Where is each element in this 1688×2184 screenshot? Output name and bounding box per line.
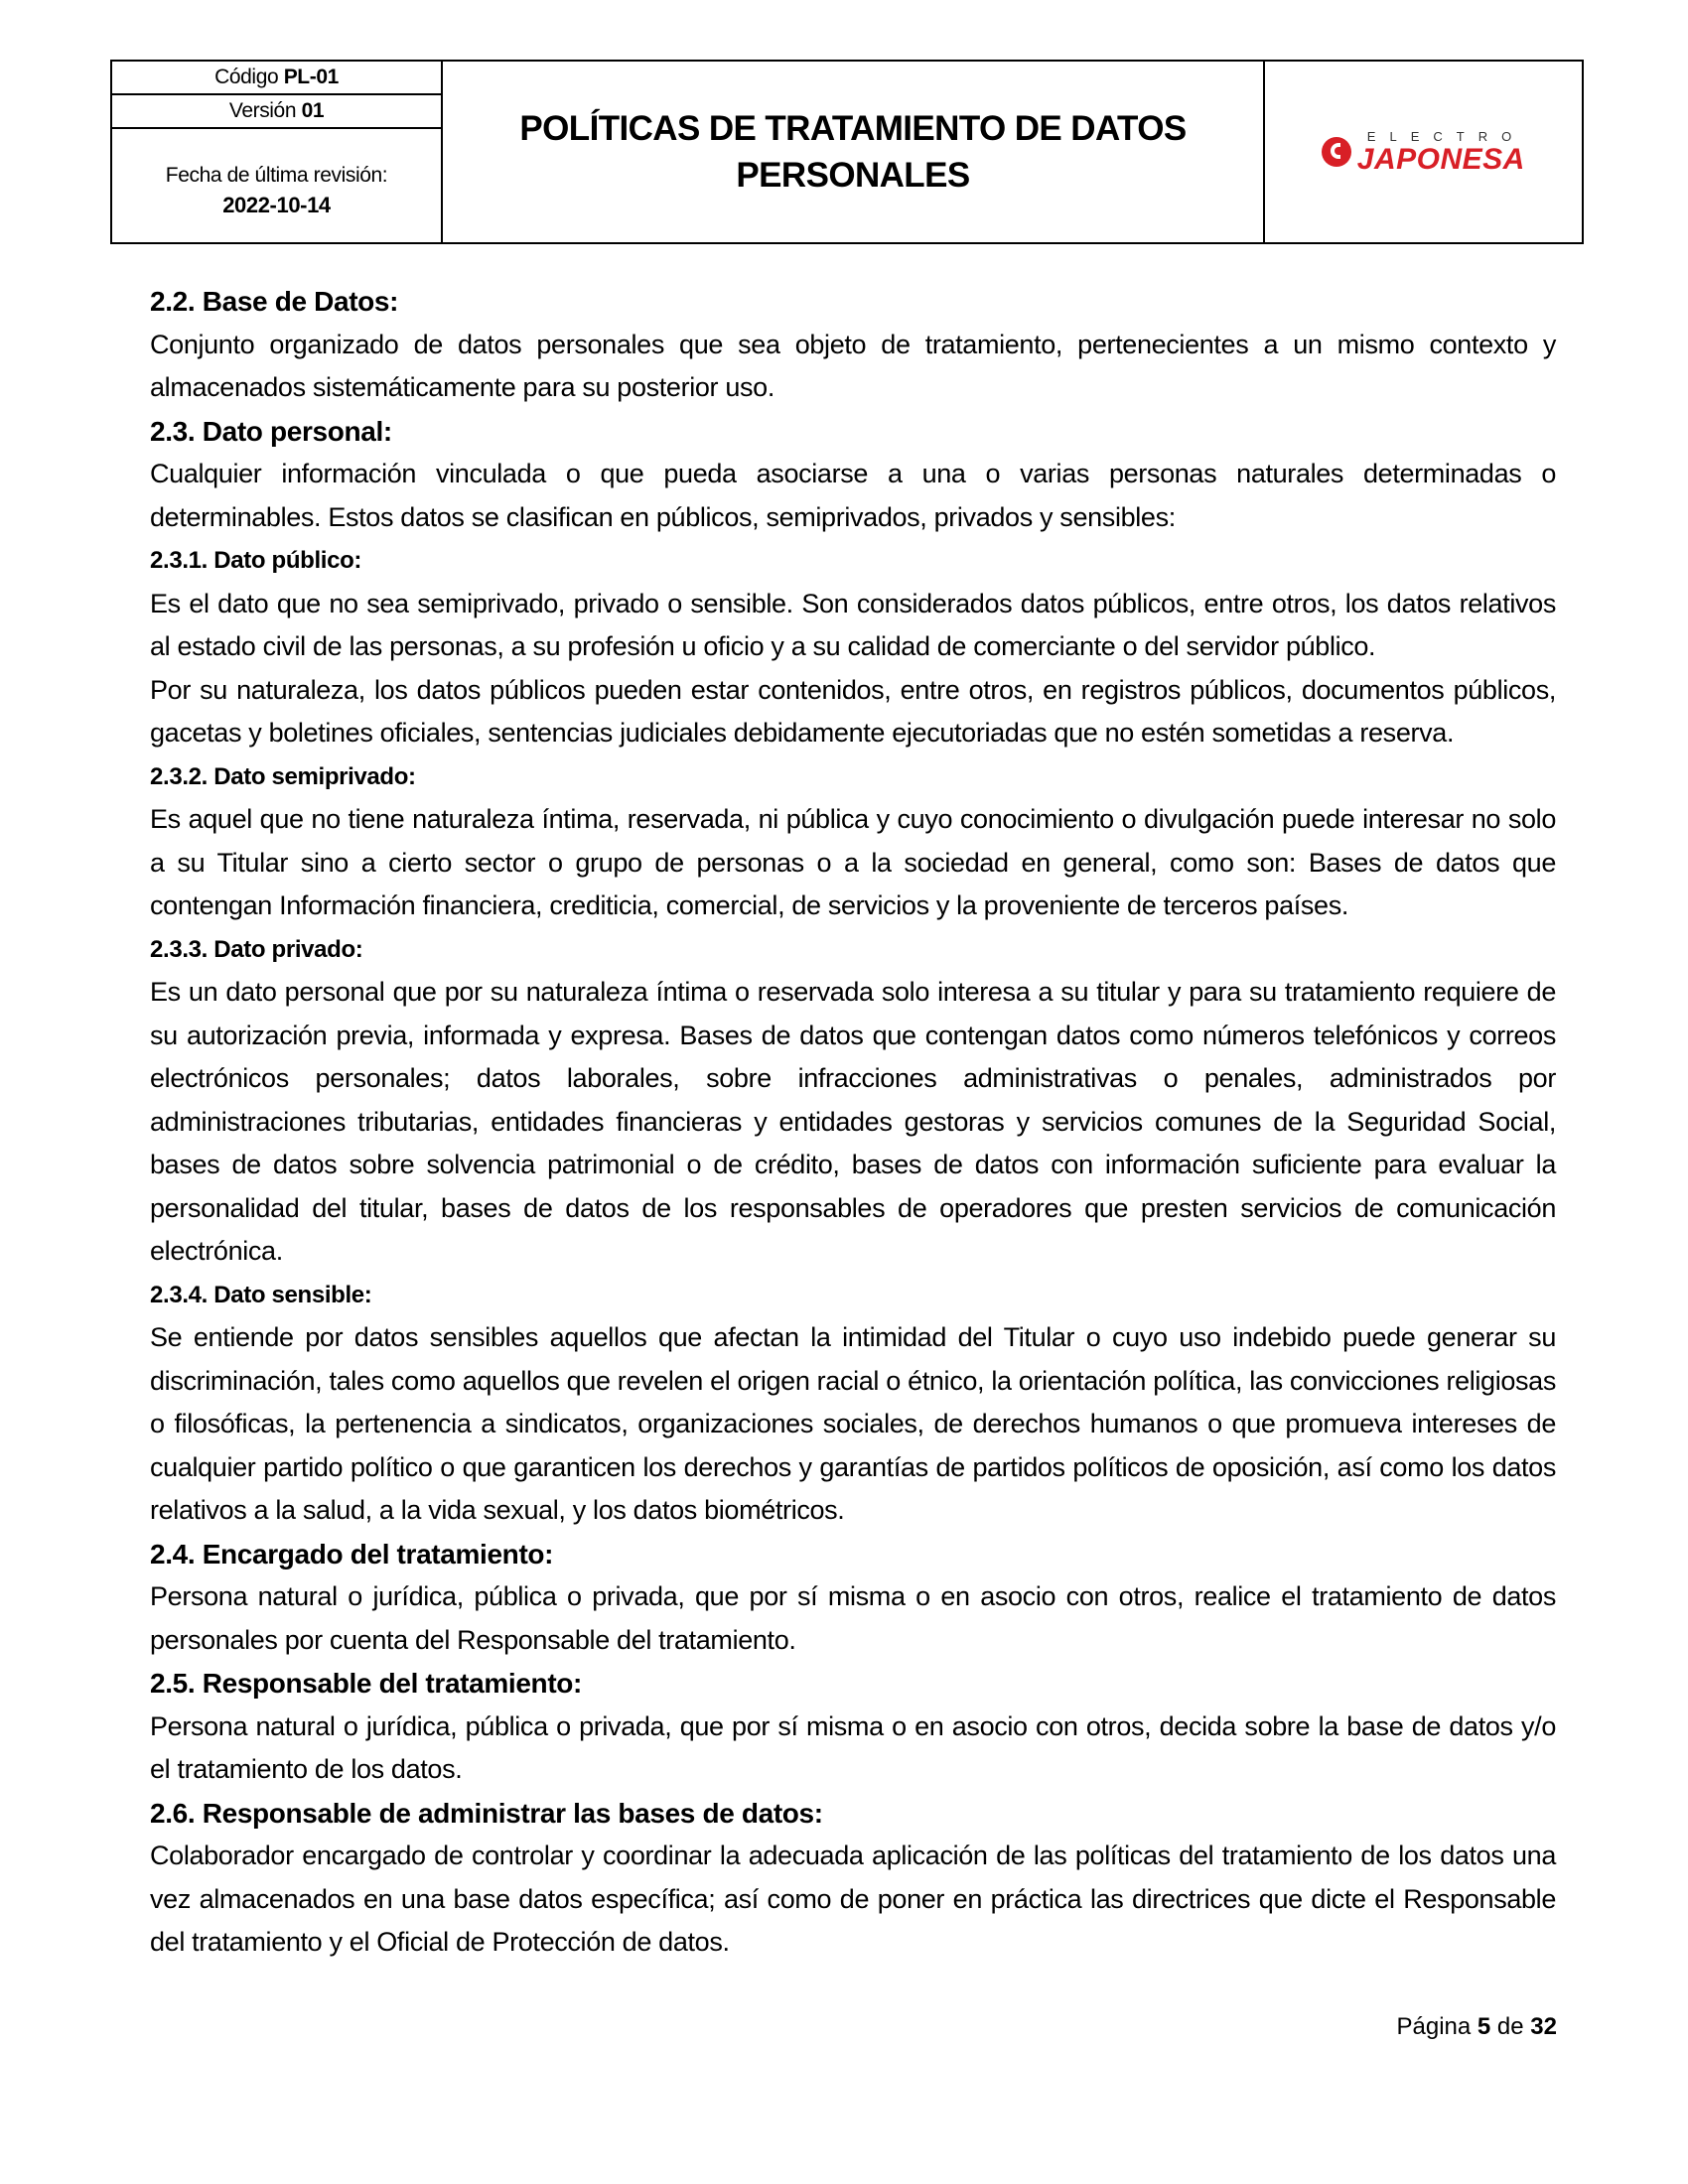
revision-date [112,129,441,242]
section-paragraph: Persona natural o jurídica, pública o privada, que por sí misma o en asocio con otros, decida sobre la base de datos y/o el tratamiento de los datos. [150,1710,1556,1784]
section-heading: 2.4. Encargado del tratamiento: [150,1538,554,1570]
section-heading: 2.6. Responsable de administrar las bases de datos: [150,1797,823,1829]
section-paragraph: Colaborador encargado de controlar y coordinar la adecuada aplicación de las políticas del tratamiento de los datos una vez almacenados en una base datos específica; así como de poner en práctica las directrices que dicte el Responsable del tratamiento y el Oficial de Protección de datos. [150,1841,1556,1957]
section-paragraph: Es el dato que no sea semiprivado, privado o sensible. Son considerados datos públicos, entre otros, los datos relativos al estado civil de las personas, a su profesión u oficio y a su calidad de comerciante o del servidor público. [150,588,1556,661]
version-row [112,95,441,129]
document-header [110,60,1584,244]
of-label: de [1490,2013,1531,2040]
company-logo [1322,130,1525,175]
section-paragraph: Por su naturaleza, los datos públicos pueden estar contenidos, entre otros, en registros públicos, documentos públicos, gacetas y boletines oficiales, sentencias judiciales debidamente ejecutoriadas que no estén sometidas a reserva. [150,674,1556,748]
date-label: Fecha de última revisión: [165,164,388,187]
logo-bottom-text: JAPONESA [1356,142,1525,176]
date-value: 2022-10-14 [222,193,331,217]
section-paragraph: Se entiende por datos sensibles aquellos que afectan la intimidad del Titular o cuyo uso indebido puede generar su discriminación, tales como aquellos que revelen el origen racial o étnico, la orientación política, las convicciones religiosas o filosóficas, la pertenencia a sindicatos, organizaciones sociales, de derechos humanos o que promueva intereses de cualquier partido político o que garanticen los derechos y garantías de partidos políticos de oposición, así como los datos relativos a la salud, a la vida sexual, y los datos biométricos. [150,1322,1556,1525]
page-footer [1397,2013,1558,2041]
section-paragraph: Conjunto organizado de datos personales que sea objeto de tratamiento, pertenecientes a un mismo contexto y almacenados sistemáticamente para su posterior uso. [150,329,1556,402]
section-paragraph: Cualquier información vinculada o que pueda asociarse a una o varias personas naturales determinadas o determinables. Estos datos se clasifican en públicos, semiprivados, privados y sensibles: [150,459,1556,532]
section-heading: 2.5. Responsable del tratamiento: [150,1668,583,1699]
logo-mark-icon [1322,137,1351,167]
section-paragraph: Persona natural o jurídica, pública o privada, que por sí misma o en asocio con otros, realice el tratamiento de datos personales por cuenta del Responsable del tratamiento. [150,1581,1556,1655]
section-heading: 2.3.4. Dato sensible: [150,1281,372,1308]
document-body [150,280,1556,1965]
page-number: 5 [1477,2013,1491,2040]
section-paragraph: Es un dato personal que por su naturaleza íntima o reservada solo interesa a su titular y para su tratamiento requiere de su autorización previa, informada y expresa. Bases de datos que contengan datos como números telefónicos y correos electrónicos personales; datos laborales, sobre infracciones administrativas o penales, administrados por administraciones tributarias, entidades financieras y entidades gestoras y servicios comunes de la Seguridad Social, bases de datos sobre solvencia patrimonial o de crédito, bases de datos con información suficiente para evaluar la personalidad del titular, bases de datos de los responsables de operadores que presten servicios de comunicación electrónica. [150,977,1556,1266]
section-paragraph: Es aquel que no tiene naturaleza íntima, reservada, ni pública y cuyo conocimiento o divulgación puede interesar no solo a su Titular sino a cierto sector o grupo de personas o a la sociedad en general, como son: Bases de datos que contengan Información financiera, crediticia, comercial, de servicios y la proveniente de terceros países. [150,804,1556,920]
section-heading: 2.3. Dato personal: [150,415,392,447]
header-meta [112,62,443,242]
code-row [112,62,441,95]
logo-top-text: ELECTRO [1366,128,1526,144]
section-heading: 2.3.3. Dato privado: [150,935,363,963]
section-heading: 2.3.1. Dato público: [150,547,362,574]
page-label: Página [1396,2013,1477,2040]
version-value: 01 [301,99,325,122]
code-label: Código [214,66,279,88]
logo-cell [1265,62,1582,242]
version-label: Versión [228,99,297,122]
code-value: PL-01 [283,66,339,88]
section-heading: 2.3.2. Dato semiprivado: [150,762,416,790]
total-pages: 32 [1530,2013,1557,2040]
section-heading: 2.2. Base de Datos: [150,286,399,317]
document-title: POLÍTICAS DE TRATAMIENTO DE DATOS PERSONALES [443,62,1265,242]
logo-text [1357,130,1525,175]
